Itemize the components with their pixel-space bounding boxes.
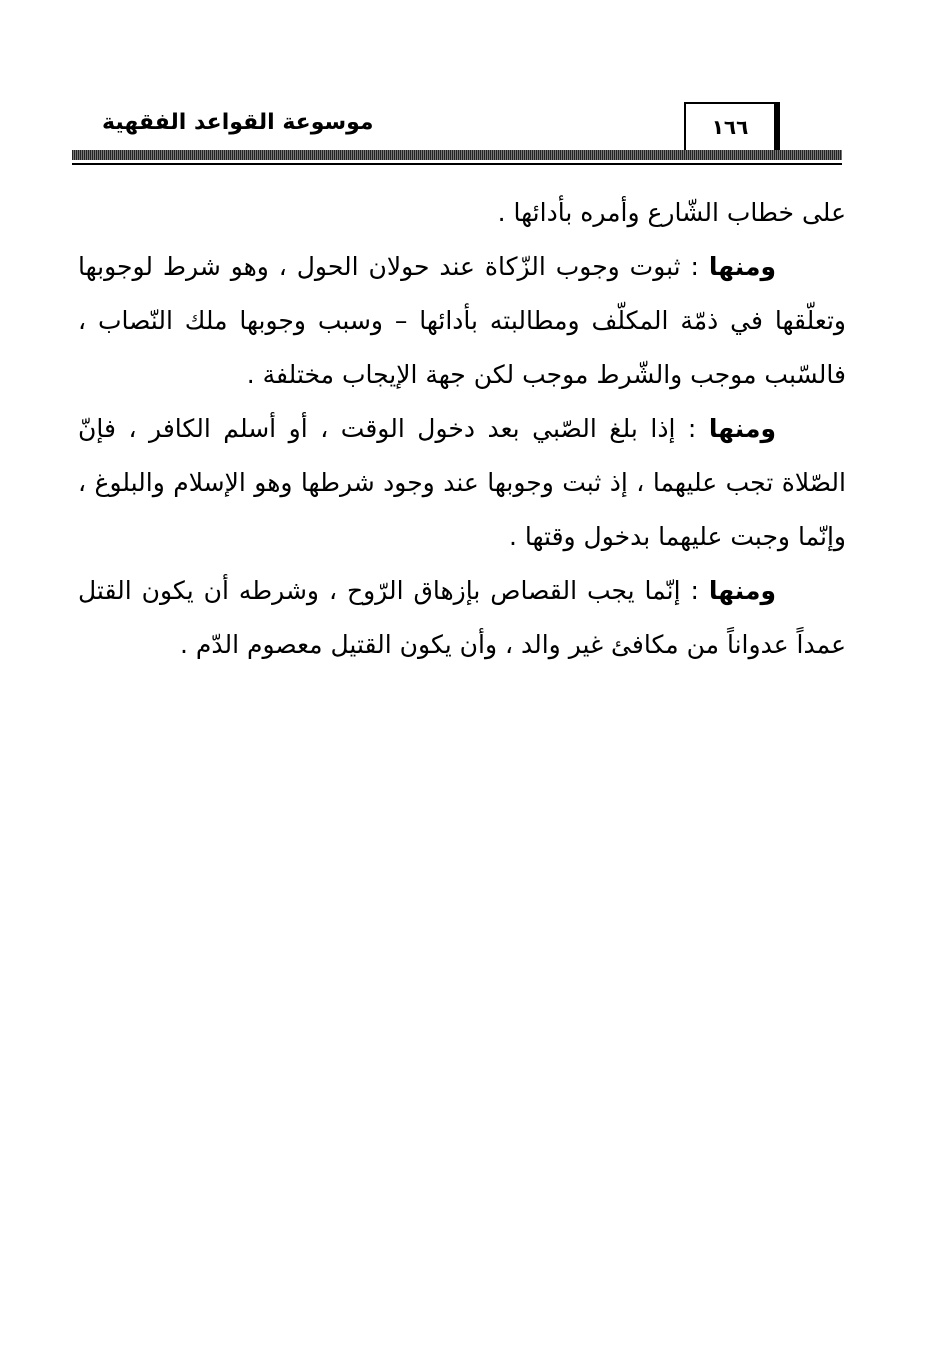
paragraph (78, 564, 846, 672)
paragraph-lead: ومنها (708, 414, 776, 443)
paragraph-text: على خطاب الشّارع وأمره بأدائها . (497, 198, 846, 227)
paragraph-text: : ثبوت وجوب الزّكاة عند حولان الحول ، وهو شرط لوجوبها وتعلّقها في ذمّة المكلّف ومطالبته بأدائها – وسبب وجوبها ملك النّصاب ، فالسّبب موجب والشّرط موجب لكن جهة الإيجاب مختلفة . (78, 252, 846, 389)
page-header (72, 96, 842, 172)
header-rule-textured (72, 150, 842, 160)
page-number-box (684, 102, 776, 150)
body-text (78, 186, 846, 672)
header-rule-thin (72, 163, 842, 165)
page-number: ١٦٦ (711, 115, 749, 139)
paragraph-lead: ومنها (708, 252, 776, 281)
paragraph (78, 402, 846, 564)
paragraph-text: : إذا بلغ الصّبي بعد دخول الوقت ، أو أسلم الكافر ، فإنّ الصّلاة تجب عليهما ، إذ ثبت وجوبها عند وجود شرطها وهو الإسلام والبلوغ ، وإنّما وجبت عليهما بدخول وقتها . (78, 414, 846, 551)
paragraph (78, 240, 846, 402)
paragraph-lead: ومنها (708, 576, 776, 605)
paragraph (78, 186, 846, 240)
book-title: موسوعة القواعد الفقهية (102, 110, 374, 135)
paragraph-text: : إنّما يجب القصاص بإزهاق الرّوح ، وشرطه أن يكون القتل عمداً عدواناً من مكافئ غير والد ، وأن يكون القتيل معصوم الدّم . (78, 576, 846, 659)
